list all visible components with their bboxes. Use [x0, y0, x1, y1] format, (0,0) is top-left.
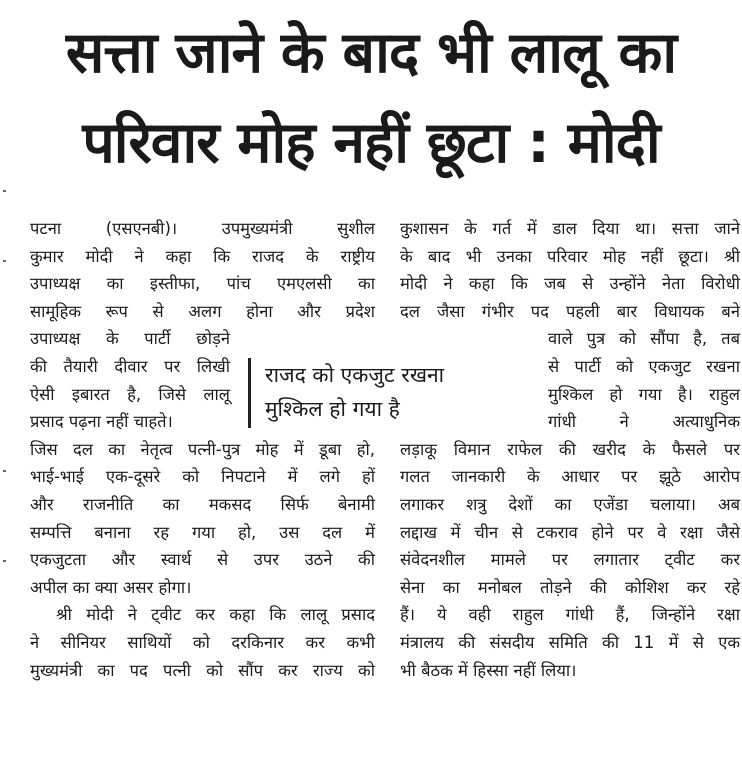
article-left-column [30, 215, 375, 684]
text-line: और राजनीति का मकसद सिर्फ बेनामी [30, 494, 375, 514]
text-line: मोदी ने कहा कि जब से उन्होंने नेता विरोधी [400, 274, 740, 294]
text-line: लगाकर शत्रु देशों का एजेंडा चलाया। अब [400, 494, 740, 514]
text-line: श्री मोदी ने ट्वीट कर कहा कि लालू प्रसाद [56, 605, 375, 625]
margin-tick [3, 560, 6, 562]
text-line: मुश्किल हो गया है। राहुल [548, 384, 740, 404]
text-line: लद्दाख में चीन से टकराव होने पर वे रक्षा जैसे [400, 522, 740, 542]
text-line: अपील का क्या असर होगा। [30, 577, 192, 597]
text-line: ने सीनियर साथियों को दरकिनार कर कभी [30, 632, 375, 652]
text-line: कुमार मोदी ने कहा कि राजद के राष्ट्रीय [30, 246, 375, 266]
text-line: एकजुटता और स्वार्थ से उपर उठने की [30, 550, 375, 570]
text-line: गांधी ने अत्याधुनिक [548, 412, 740, 432]
text-line: वाले पुत्र को सौंपा है, तब [548, 329, 740, 349]
text-line: उपाध्यक्ष का इस्तीफा, पांच एमएलसी का [30, 274, 375, 294]
margin-tick [3, 470, 6, 472]
text-line: सम्पत्ति बनाना रह गया हो, उस दल में [30, 522, 375, 542]
text-line: पटना (एसएनबी)। उपमुख्यमंत्री सुशील [30, 219, 375, 238]
pull-quote [248, 358, 547, 428]
headline-line-2: परिवार मोह नहीं छूटा : मोदी [82, 110, 660, 176]
text-line: सामूहिक रूप से अलग होना और प्रदेश [30, 301, 375, 321]
headline-line-1: सत्ता जाने के बाद भी लालू का [65, 20, 677, 86]
text-line: गलत जानकारी के आधार पर झूठे आरोप [400, 467, 740, 487]
text-line: ऐसी इबारत है, जिसे लालू [30, 384, 230, 404]
paragraph-2 [30, 601, 375, 684]
text-line: कुशासन के गर्त में डाल दिया था। सत्ता जाने [400, 219, 740, 238]
text-line: मंत्रालय की संसदीय समिति की 11 में से एक [400, 632, 740, 652]
text-line: मुख्यमंत्री का पद पत्नी को सौंप कर राज्य को [30, 660, 375, 680]
text-line: की तैयारी दीवार पर लिखी [30, 356, 230, 376]
text-line: लड़ाकू विमान राफेल की खरीद के फैसले पर [400, 439, 740, 459]
text-line: प्रसाद पढ़ना नहीं चाहते। [30, 412, 173, 432]
headline [0, 8, 742, 188]
text-line: से पार्टी को एकजुट रखना [548, 356, 740, 376]
text-line: सेना का मनोबल तोड़ने की कोशिश कर रहे [400, 577, 740, 597]
text-line: दल जैसा गंभीर पद पहली बार विधायक बने [400, 301, 740, 321]
pull-quote-line-1: राजद को एकजुट रखना [265, 363, 445, 387]
margin-tick [3, 190, 6, 192]
margin-tick [3, 260, 6, 262]
text-line: भाई-भाई एक-दूसरे को निपटाने में लगे हों [30, 467, 375, 487]
text-line: संवेदनशील मामले पर लगातार ट्वीट कर [400, 550, 740, 570]
text-line: उपाध्यक्ष के पार्टी छोड़ने [30, 329, 230, 349]
text-line: हैं। ये वही राहुल गांधी हैं, जिन्होंने रक्षा [400, 605, 740, 625]
text-line: के बाद भी उनका परिवार मोह नहीं छूटा। श्री [400, 246, 740, 266]
article-right-column [400, 215, 740, 684]
pull-quote-line-2: मुश्किल हो गया है [265, 397, 400, 421]
text-line: भी बैठक में हिस्सा नहीं लिया। [400, 660, 577, 680]
text-line: जिस दल का नेतृत्व पत्नी-पुत्र मोह में डूबा हो, [30, 439, 375, 459]
